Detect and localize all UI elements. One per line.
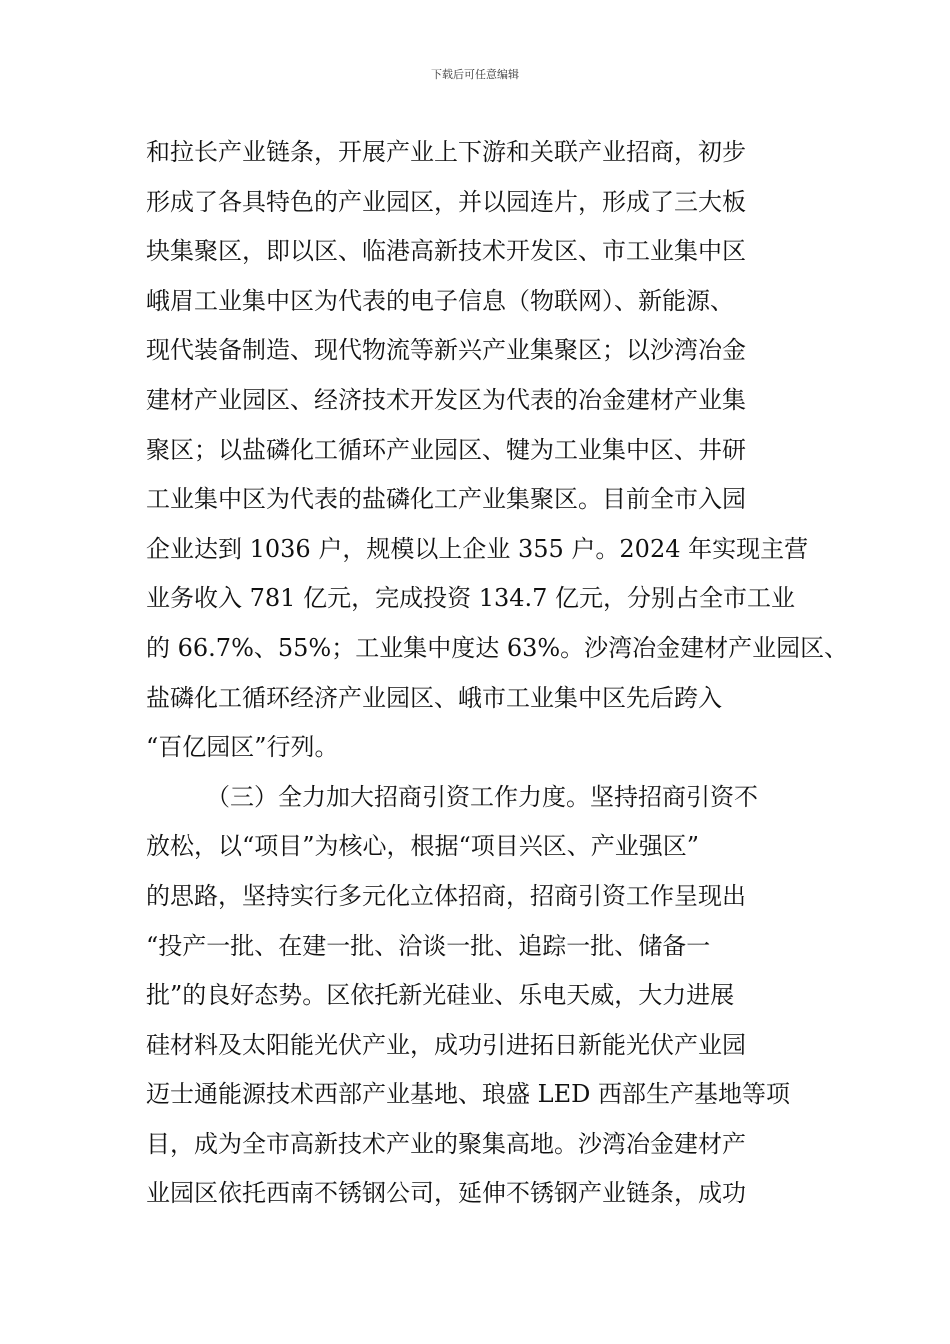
page-header: 下载后可任意编辑 <box>431 68 519 81</box>
text-line: 聚区；以盐磷化工循环产业园区、犍为工业集中区、井研 <box>146 435 746 464</box>
text-line: 形成了各具特色的产业园区，并以园连片，形成了三大板 <box>146 187 746 216</box>
text-line: 放松，以“项目”为核心，根据“项目兴区、产业强区” <box>146 832 700 861</box>
text-line: 工业集中区为代表的盐磷化工产业集聚区。目前全市入园 <box>146 485 746 514</box>
text-line: “百亿园区”行列。 <box>146 733 339 762</box>
text-line: 的思路，坚持实行多元化立体招商，招商引资工作呈现出 <box>146 881 746 910</box>
text-line: 业园区依托西南不锈钢公司，延伸不锈钢产业链条，成功 <box>146 1179 746 1208</box>
text-line: 企业达到 1036 户，规模以上企业 355 户。2024 年实现主营 <box>146 534 809 563</box>
text-line: 迈士通能源技术西部产业基地、琅盛 LED 西部生产基地等项 <box>146 1080 790 1109</box>
text-line: 和拉长产业链条，开展产业上下游和关联产业招商，初步 <box>146 138 746 166</box>
text-line: 的 66.7%、55%；工业集中度达 63%。沙湾冶金建材产业园区、 <box>146 633 849 662</box>
text-line: 业务收入 781 亿元，完成投资 134.7 亿元，分别占全市工业 <box>146 584 796 613</box>
text-line: 批”的良好态势。区依托新光硅业、乐电天威，大力进展 <box>146 981 735 1010</box>
text-line: 现代装备制造、现代物流等新兴产业集聚区；以沙湾冶金 <box>146 336 746 365</box>
text-line: 硅材料及太阳能光伏产业，成功引进拓日新能光伏产业园 <box>146 1030 746 1059</box>
body-text <box>146 128 849 1219</box>
text-line: 目，成为全市高新技术产业的聚集高地。沙湾冶金建材产 <box>146 1129 746 1158</box>
text-line: （三）全力加大招商引资工作力度。坚持招商引资不 <box>206 782 758 811</box>
text-line: 峨眉工业集中区为代表的电子信息（物联网）、新能源、 <box>146 286 734 315</box>
text-line: “投产一批、在建一批、洽谈一批、追踪一批、储备一 <box>146 931 711 960</box>
text-line: 建材产业园区、经济技术开发区为代表的冶金建材产业集 <box>146 385 746 414</box>
text-line: 块集聚区，即以区、临港高新技术开发区、市工业集中区 <box>146 237 746 266</box>
text-line: 盐磷化工循环经济产业园区、峨市工业集中区先后跨入 <box>146 683 722 712</box>
